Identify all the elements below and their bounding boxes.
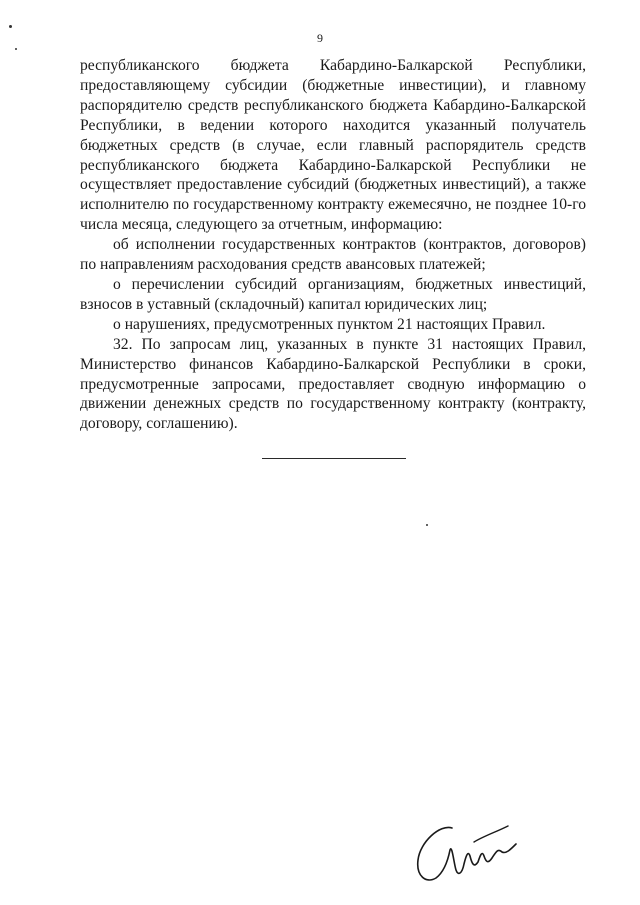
paragraph-violations: о нарушениях, предусмотренных пунктом 21 настоящих Правил. <box>113 315 546 333</box>
body-text <box>80 56 586 434</box>
end-separator-line <box>262 458 406 459</box>
paragraph-contracts-execution: об исполнении государственных контрактов (контрактов, договоров) по направлениям расходования средств авансовых платежей; <box>80 236 586 274</box>
paragraph-subsidies-transfer: о перечислении субсидий организациям, бюджетных инвестиций, взносов в уставный (складочный) капитал юридических лиц; <box>80 275 586 313</box>
scan-speck <box>9 25 12 28</box>
scan-speck <box>426 524 428 526</box>
page-number: 9 <box>317 31 323 45</box>
paragraph-item-32: 32. По запросам лиц, указанных в пункте 31 настоящих Правил, Министерство финансов Кабардино-Балкарской Республики в сроки, предусмотренные запросами, предоставляет сводную информацию о движении денежных средств по государственному контракту (контракту, договору, соглашению). <box>80 335 586 433</box>
paragraph-continuation: республиканского бюджета Кабардино-Балкарской Республики, предоставляющему субсидии (бюджетные инвестиции), и главному распорядителю средств республиканского бюджета Кабардино-Балкарской Республики, в ведении которого находится указанный получатель бюджетных средств (в случае, если главный распорядитель средств республиканского бюджета Кабардино-Балкарской Республики не осуществляет предоставление субсидий (бюджетных инвестиций), а также исполнителю по государственному контракту ежемесячно, не позднее 10-го числа месяца, следующего за отчетным, информацию: <box>80 57 586 234</box>
handwritten-signature <box>412 820 524 892</box>
scan-speck <box>15 48 17 50</box>
